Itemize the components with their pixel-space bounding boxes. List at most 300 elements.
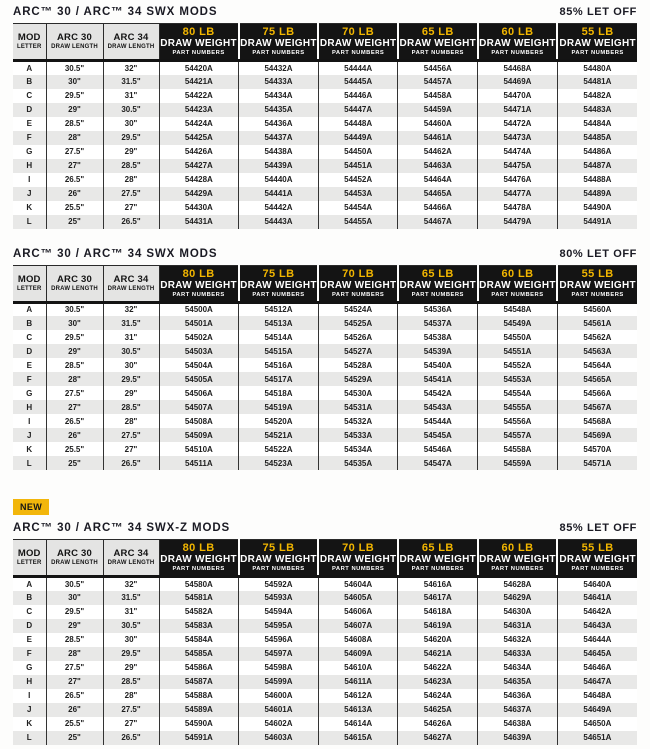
part-number-cell: 54508A xyxy=(159,414,239,428)
draw-length-cell: 31.5" xyxy=(103,316,159,330)
mod-letter-cell: D xyxy=(13,619,46,633)
part-number-cell: 54468A xyxy=(478,61,558,75)
draw-weight-column-header xyxy=(398,540,478,577)
part-numbers-label: PART NUMBERS xyxy=(571,291,624,298)
part-number-cell: 54587A xyxy=(159,675,239,689)
part-number-cell: 54450A xyxy=(318,145,398,159)
part-number-cell: 54627A xyxy=(398,731,478,745)
part-number-cell: 54548A xyxy=(478,302,558,316)
part-number-cell: 54623A xyxy=(398,675,478,689)
part-number-cell: 54535A xyxy=(318,456,398,470)
draw-length-cell: 27" xyxy=(103,201,159,215)
weight-value-label: 70 LB xyxy=(342,267,375,280)
part-number-cell: 54504A xyxy=(159,358,239,372)
draw-length-cell: 27.5" xyxy=(103,187,159,201)
part-number-cell: 54438A xyxy=(239,145,319,159)
draw-weight-label: DRAW WEIGHT xyxy=(479,279,556,291)
table-row xyxy=(13,647,637,661)
part-number-cell: 54515A xyxy=(239,344,319,358)
draw-length-cell: 31" xyxy=(103,89,159,103)
draw-weight-column-header xyxy=(159,540,239,577)
draw-weight-label: DRAW WEIGHT xyxy=(559,279,636,291)
part-number-cell: 54628A xyxy=(478,577,558,591)
part-number-cell: 54536A xyxy=(398,302,478,316)
draw-weight-label: DRAW WEIGHT xyxy=(160,554,237,565)
mod-letter-cell: J xyxy=(13,703,46,717)
draw-length-cell: 27.5" xyxy=(103,703,159,717)
mod-letter-cell: D xyxy=(13,344,46,358)
mod-letter-cell: E xyxy=(13,633,46,647)
mod-letter-cell: L xyxy=(13,456,46,470)
part-numbers-label: PART NUMBERS xyxy=(172,291,225,298)
mods-table-section-swx-80 xyxy=(13,248,637,471)
part-number-cell: 54427A xyxy=(159,159,239,173)
draw-length-cell: 26" xyxy=(46,428,103,442)
part-number-cell: 54601A xyxy=(239,703,319,717)
table-row xyxy=(13,386,637,400)
table-row xyxy=(13,675,637,689)
part-number-cell: 54617A xyxy=(398,591,478,605)
table-row xyxy=(13,75,637,89)
part-number-cell: 54534A xyxy=(318,442,398,456)
part-number-cell: 54471A xyxy=(478,103,558,117)
mod-letter-cell: C xyxy=(13,330,46,344)
part-number-cell: 54523A xyxy=(239,456,319,470)
draw-length-cell: 25" xyxy=(46,215,103,229)
part-number-cell: 54563A xyxy=(557,344,637,358)
part-number-cell: 54491A xyxy=(557,215,637,229)
draw-length-cell: 30" xyxy=(46,591,103,605)
mods-spec-table xyxy=(13,23,637,229)
part-number-cell: 54514A xyxy=(239,330,319,344)
mod-letter-cell: G xyxy=(13,661,46,675)
draw-length-cell: 26.5" xyxy=(103,215,159,229)
draw-weight-label: DRAW WEIGHT xyxy=(479,38,556,49)
weight-value-label: 55 LB xyxy=(581,26,614,38)
table-title: ARC™ 30 / ARC™ 34 SWX-Z MODS xyxy=(13,522,231,534)
draw-length-cell: 32" xyxy=(103,577,159,591)
part-number-cell: 54635A xyxy=(478,675,558,689)
draw-weight-column-header xyxy=(239,540,319,577)
part-number-cell: 54556A xyxy=(478,414,558,428)
part-number-cell: 54531A xyxy=(318,400,398,414)
draw-weight-column-header xyxy=(557,265,637,302)
weight-value-label: 55 LB xyxy=(581,542,614,554)
mod-letter-cell: L xyxy=(13,731,46,745)
draw-weight-label: DRAW WEIGHT xyxy=(160,279,237,291)
part-number-cell: 54423A xyxy=(159,103,239,117)
draw-weight-column-header xyxy=(239,24,319,61)
part-number-cell: 54526A xyxy=(318,330,398,344)
weight-value-label: 80 LB xyxy=(182,267,215,280)
mod-letter-cell: F xyxy=(13,647,46,661)
part-numbers-label: PART NUMBERS xyxy=(252,50,305,56)
part-number-cell: 54456A xyxy=(398,61,478,75)
part-numbers-label: PART NUMBERS xyxy=(411,291,464,298)
part-numbers-label: PART NUMBERS xyxy=(411,566,464,572)
draw-length-cell: 28" xyxy=(46,647,103,661)
part-number-cell: 54447A xyxy=(318,103,398,117)
part-number-cell: 54568A xyxy=(557,414,637,428)
part-number-cell: 54457A xyxy=(398,75,478,89)
part-number-cell: 54549A xyxy=(478,316,558,330)
table-row xyxy=(13,605,637,619)
weight-value-label: 65 LB xyxy=(421,542,454,554)
part-number-cell: 54537A xyxy=(398,316,478,330)
part-numbers-label: PART NUMBERS xyxy=(571,566,624,572)
weight-value-label: 70 LB xyxy=(342,26,375,38)
part-numbers-label: PART NUMBERS xyxy=(332,566,385,572)
part-number-cell: 54648A xyxy=(557,689,637,703)
part-number-cell: 54546A xyxy=(398,442,478,456)
mod-letter-header: MOD LETTER xyxy=(13,540,46,577)
part-numbers-label: PART NUMBERS xyxy=(172,50,225,56)
weight-value-label: 80 LB xyxy=(182,542,215,554)
mods-spec-table xyxy=(13,265,637,471)
part-number-cell: 54444A xyxy=(318,61,398,75)
part-number-cell: 54621A xyxy=(398,647,478,661)
draw-weight-label: DRAW WEIGHT xyxy=(399,38,477,49)
part-number-cell: 54460A xyxy=(398,117,478,131)
part-number-cell: 54452A xyxy=(318,173,398,187)
part-number-cell: 54570A xyxy=(557,442,637,456)
mod-letter-cell: A xyxy=(13,302,46,316)
part-number-cell: 54455A xyxy=(318,215,398,229)
draw-weight-column-header xyxy=(239,265,319,302)
mod-letter-cell: F xyxy=(13,131,46,145)
part-number-cell: 54470A xyxy=(478,89,558,103)
part-number-cell: 54585A xyxy=(159,647,239,661)
mods-spec-table xyxy=(13,539,637,745)
draw-weight-column-header xyxy=(159,24,239,61)
part-number-cell: 54446A xyxy=(318,89,398,103)
part-number-cell: 54541A xyxy=(398,372,478,386)
part-number-cell: 54551A xyxy=(478,344,558,358)
arc34-header: ARC 34 DRAW LENGTH xyxy=(103,24,159,61)
draw-length-cell: 30.5" xyxy=(103,619,159,633)
part-number-cell: 54465A xyxy=(398,187,478,201)
part-number-cell: 54529A xyxy=(318,372,398,386)
part-number-cell: 54622A xyxy=(398,661,478,675)
draw-length-cell: 27.5" xyxy=(103,428,159,442)
draw-length-cell: 27" xyxy=(46,159,103,173)
part-number-cell: 54503A xyxy=(159,344,239,358)
draw-weight-label: DRAW WEIGHT xyxy=(240,279,317,291)
part-number-cell: 54490A xyxy=(557,201,637,215)
part-number-cell: 54436A xyxy=(239,117,319,131)
part-number-cell: 54524A xyxy=(318,302,398,316)
mod-letter-cell: H xyxy=(13,400,46,414)
part-number-cell: 54489A xyxy=(557,187,637,201)
part-number-cell: 54510A xyxy=(159,442,239,456)
draw-length-cell: 28.5" xyxy=(46,117,103,131)
mod-letter-cell: C xyxy=(13,89,46,103)
part-number-cell: 54619A xyxy=(398,619,478,633)
arc30-header: ARC 30 DRAW LENGTH xyxy=(46,265,103,302)
table-body xyxy=(13,302,637,470)
part-number-cell: 54552A xyxy=(478,358,558,372)
part-number-cell: 54651A xyxy=(557,731,637,745)
draw-length-cell: 27" xyxy=(46,675,103,689)
mod-letter-cell: I xyxy=(13,689,46,703)
mod-letter-cell: J xyxy=(13,428,46,442)
mods-table-section-swx-85 xyxy=(13,6,637,229)
part-number-cell: 54580A xyxy=(159,577,239,591)
part-number-cell: 54650A xyxy=(557,717,637,731)
draw-length-cell: 30.5" xyxy=(46,302,103,316)
table-row xyxy=(13,633,637,647)
table-row xyxy=(13,400,637,414)
mod-letter-cell: D xyxy=(13,103,46,117)
part-number-cell: 54539A xyxy=(398,344,478,358)
part-number-cell: 54633A xyxy=(478,647,558,661)
part-number-cell: 54584A xyxy=(159,633,239,647)
draw-length-cell: 28" xyxy=(103,173,159,187)
table-header xyxy=(13,265,637,302)
part-number-cell: 54486A xyxy=(557,145,637,159)
mod-letter-cell: B xyxy=(13,316,46,330)
draw-length-cell: 29" xyxy=(103,386,159,400)
draw-length-cell: 30.5" xyxy=(103,344,159,358)
part-number-cell: 54516A xyxy=(239,358,319,372)
table-row xyxy=(13,372,637,386)
part-number-cell: 54581A xyxy=(159,591,239,605)
mod-letter-cell: K xyxy=(13,717,46,731)
part-number-cell: 54611A xyxy=(318,675,398,689)
draw-length-cell: 30" xyxy=(103,633,159,647)
table-row xyxy=(13,187,637,201)
mod-letter-cell: K xyxy=(13,442,46,456)
part-number-cell: 54632A xyxy=(478,633,558,647)
part-number-cell: 54555A xyxy=(478,400,558,414)
draw-length-cell: 28.5" xyxy=(46,633,103,647)
part-number-cell: 54424A xyxy=(159,117,239,131)
part-number-cell: 54488A xyxy=(557,173,637,187)
part-number-cell: 54607A xyxy=(318,619,398,633)
part-number-cell: 54474A xyxy=(478,145,558,159)
draw-weight-label: DRAW WEIGHT xyxy=(399,554,477,565)
weight-value-label: 80 LB xyxy=(182,26,215,38)
part-number-cell: 54545A xyxy=(398,428,478,442)
mod-letter-cell: J xyxy=(13,187,46,201)
draw-length-cell: 26.5" xyxy=(46,414,103,428)
part-number-cell: 54616A xyxy=(398,577,478,591)
part-number-cell: 54561A xyxy=(557,316,637,330)
table-title: ARC™ 30 / ARC™ 34 SWX MODS xyxy=(13,247,218,260)
part-number-cell: 54645A xyxy=(557,647,637,661)
part-number-cell: 54583A xyxy=(159,619,239,633)
part-number-cell: 54422A xyxy=(159,89,239,103)
part-number-cell: 54586A xyxy=(159,661,239,675)
draw-weight-label: DRAW WEIGHT xyxy=(479,554,556,565)
part-number-cell: 54626A xyxy=(398,717,478,731)
part-number-cell: 54441A xyxy=(239,187,319,201)
part-numbers-label: PART NUMBERS xyxy=(411,50,464,56)
draw-weight-label: DRAW WEIGHT xyxy=(319,554,397,565)
weight-value-label: 55 LB xyxy=(581,267,614,280)
table-row xyxy=(13,61,637,75)
draw-length-cell: 25.5" xyxy=(46,717,103,731)
table-row xyxy=(13,428,637,442)
draw-weight-column-header xyxy=(478,265,558,302)
table-row xyxy=(13,89,637,103)
part-number-cell: 54511A xyxy=(159,456,239,470)
table-row xyxy=(13,117,637,131)
table-title-row xyxy=(13,522,637,534)
draw-weight-label: DRAW WEIGHT xyxy=(240,554,317,565)
part-number-cell: 54637A xyxy=(478,703,558,717)
draw-length-cell: 25" xyxy=(46,456,103,470)
part-number-cell: 54647A xyxy=(557,675,637,689)
part-numbers-label: PART NUMBERS xyxy=(332,291,385,298)
draw-length-cell: 30.5" xyxy=(103,103,159,117)
part-number-cell: 54520A xyxy=(239,414,319,428)
part-number-cell: 54420A xyxy=(159,61,239,75)
draw-length-cell: 26.5" xyxy=(46,173,103,187)
part-number-cell: 54461A xyxy=(398,131,478,145)
part-number-cell: 54502A xyxy=(159,330,239,344)
table-body xyxy=(13,577,637,745)
part-number-cell: 54629A xyxy=(478,591,558,605)
part-number-cell: 54425A xyxy=(159,131,239,145)
draw-length-cell: 28.5" xyxy=(46,358,103,372)
draw-length-cell: 29" xyxy=(46,344,103,358)
part-number-cell: 54543A xyxy=(398,400,478,414)
part-number-cell: 54428A xyxy=(159,173,239,187)
table-row xyxy=(13,344,637,358)
weight-value-label: 60 LB xyxy=(501,542,534,554)
part-number-cell: 54532A xyxy=(318,414,398,428)
part-number-cell: 54426A xyxy=(159,145,239,159)
draw-weight-column-header xyxy=(159,265,239,302)
part-number-cell: 54440A xyxy=(239,173,319,187)
part-number-cell: 54451A xyxy=(318,159,398,173)
part-number-cell: 54483A xyxy=(557,103,637,117)
part-number-cell: 54612A xyxy=(318,689,398,703)
part-number-cell: 54602A xyxy=(239,717,319,731)
weight-value-label: 60 LB xyxy=(501,267,534,280)
part-number-cell: 54593A xyxy=(239,591,319,605)
mod-letter-cell: I xyxy=(13,173,46,187)
part-number-cell: 54599A xyxy=(239,675,319,689)
draw-length-cell: 27" xyxy=(103,717,159,731)
part-number-cell: 54565A xyxy=(557,372,637,386)
mod-letter-cell: B xyxy=(13,591,46,605)
weight-value-label: 75 LB xyxy=(262,542,295,554)
part-number-cell: 54439A xyxy=(239,159,319,173)
weight-value-label: 65 LB xyxy=(421,26,454,38)
table-row xyxy=(13,159,637,173)
draw-weight-column-header xyxy=(478,24,558,61)
part-number-cell: 54598A xyxy=(239,661,319,675)
part-number-cell: 54630A xyxy=(478,605,558,619)
table-row xyxy=(13,330,637,344)
table-row xyxy=(13,703,637,717)
draw-weight-label: DRAW WEIGHT xyxy=(319,279,397,291)
part-number-cell: 54591A xyxy=(159,731,239,745)
mod-letter-cell: A xyxy=(13,61,46,75)
weight-value-label: 75 LB xyxy=(262,26,295,38)
draw-length-cell: 31" xyxy=(103,605,159,619)
draw-weight-column-header xyxy=(557,24,637,61)
part-number-cell: 54472A xyxy=(478,117,558,131)
part-number-cell: 54430A xyxy=(159,201,239,215)
mod-letter-cell: B xyxy=(13,75,46,89)
mods-table-section-swxz-85 xyxy=(13,497,637,745)
part-number-cell: 54479A xyxy=(478,215,558,229)
draw-length-cell: 28" xyxy=(46,372,103,386)
part-number-cell: 54595A xyxy=(239,619,319,633)
draw-length-cell: 29" xyxy=(103,145,159,159)
part-number-cell: 54624A xyxy=(398,689,478,703)
part-number-cell: 54625A xyxy=(398,703,478,717)
draw-length-cell: 28.5" xyxy=(103,675,159,689)
part-number-cell: 54453A xyxy=(318,187,398,201)
draw-length-cell: 32" xyxy=(103,61,159,75)
table-row xyxy=(13,358,637,372)
part-number-cell: 54553A xyxy=(478,372,558,386)
draw-length-cell: 30.5" xyxy=(46,61,103,75)
part-number-cell: 54592A xyxy=(239,577,319,591)
draw-length-cell: 28" xyxy=(103,689,159,703)
part-number-cell: 54558A xyxy=(478,442,558,456)
table-row xyxy=(13,316,637,330)
table-row xyxy=(13,145,637,159)
draw-length-cell: 25.5" xyxy=(46,442,103,456)
mod-letter-cell: G xyxy=(13,386,46,400)
part-number-cell: 54559A xyxy=(478,456,558,470)
part-number-cell: 54506A xyxy=(159,386,239,400)
part-number-cell: 54525A xyxy=(318,316,398,330)
table-body xyxy=(13,61,637,229)
part-number-cell: 54641A xyxy=(557,591,637,605)
part-number-cell: 54507A xyxy=(159,400,239,414)
part-number-cell: 54481A xyxy=(557,75,637,89)
part-number-cell: 54547A xyxy=(398,456,478,470)
draw-length-cell: 32" xyxy=(103,302,159,316)
part-number-cell: 54582A xyxy=(159,605,239,619)
part-number-cell: 54512A xyxy=(239,302,319,316)
part-number-cell: 54533A xyxy=(318,428,398,442)
draw-length-cell: 27.5" xyxy=(46,145,103,159)
part-number-cell: 54614A xyxy=(318,717,398,731)
part-numbers-label: PART NUMBERS xyxy=(491,291,544,298)
part-number-cell: 54429A xyxy=(159,187,239,201)
part-number-cell: 54473A xyxy=(478,131,558,145)
draw-weight-column-header xyxy=(398,24,478,61)
part-number-cell: 54638A xyxy=(478,717,558,731)
part-number-cell: 54517A xyxy=(239,372,319,386)
part-numbers-label: PART NUMBERS xyxy=(491,50,544,56)
part-number-cell: 54550A xyxy=(478,330,558,344)
mod-letter-cell: H xyxy=(13,675,46,689)
part-number-cell: 54509A xyxy=(159,428,239,442)
part-number-cell: 54462A xyxy=(398,145,478,159)
draw-length-cell: 29.5" xyxy=(103,372,159,386)
part-number-cell: 54501A xyxy=(159,316,239,330)
part-number-cell: 54618A xyxy=(398,605,478,619)
part-number-cell: 54564A xyxy=(557,358,637,372)
part-number-cell: 54603A xyxy=(239,731,319,745)
draw-length-cell: 30" xyxy=(103,358,159,372)
draw-length-cell: 31.5" xyxy=(103,75,159,89)
draw-length-cell: 28.5" xyxy=(103,159,159,173)
part-number-cell: 54466A xyxy=(398,201,478,215)
part-number-cell: 54519A xyxy=(239,400,319,414)
draw-weight-column-header xyxy=(318,265,398,302)
draw-length-cell: 27" xyxy=(46,400,103,414)
part-number-cell: 54445A xyxy=(318,75,398,89)
